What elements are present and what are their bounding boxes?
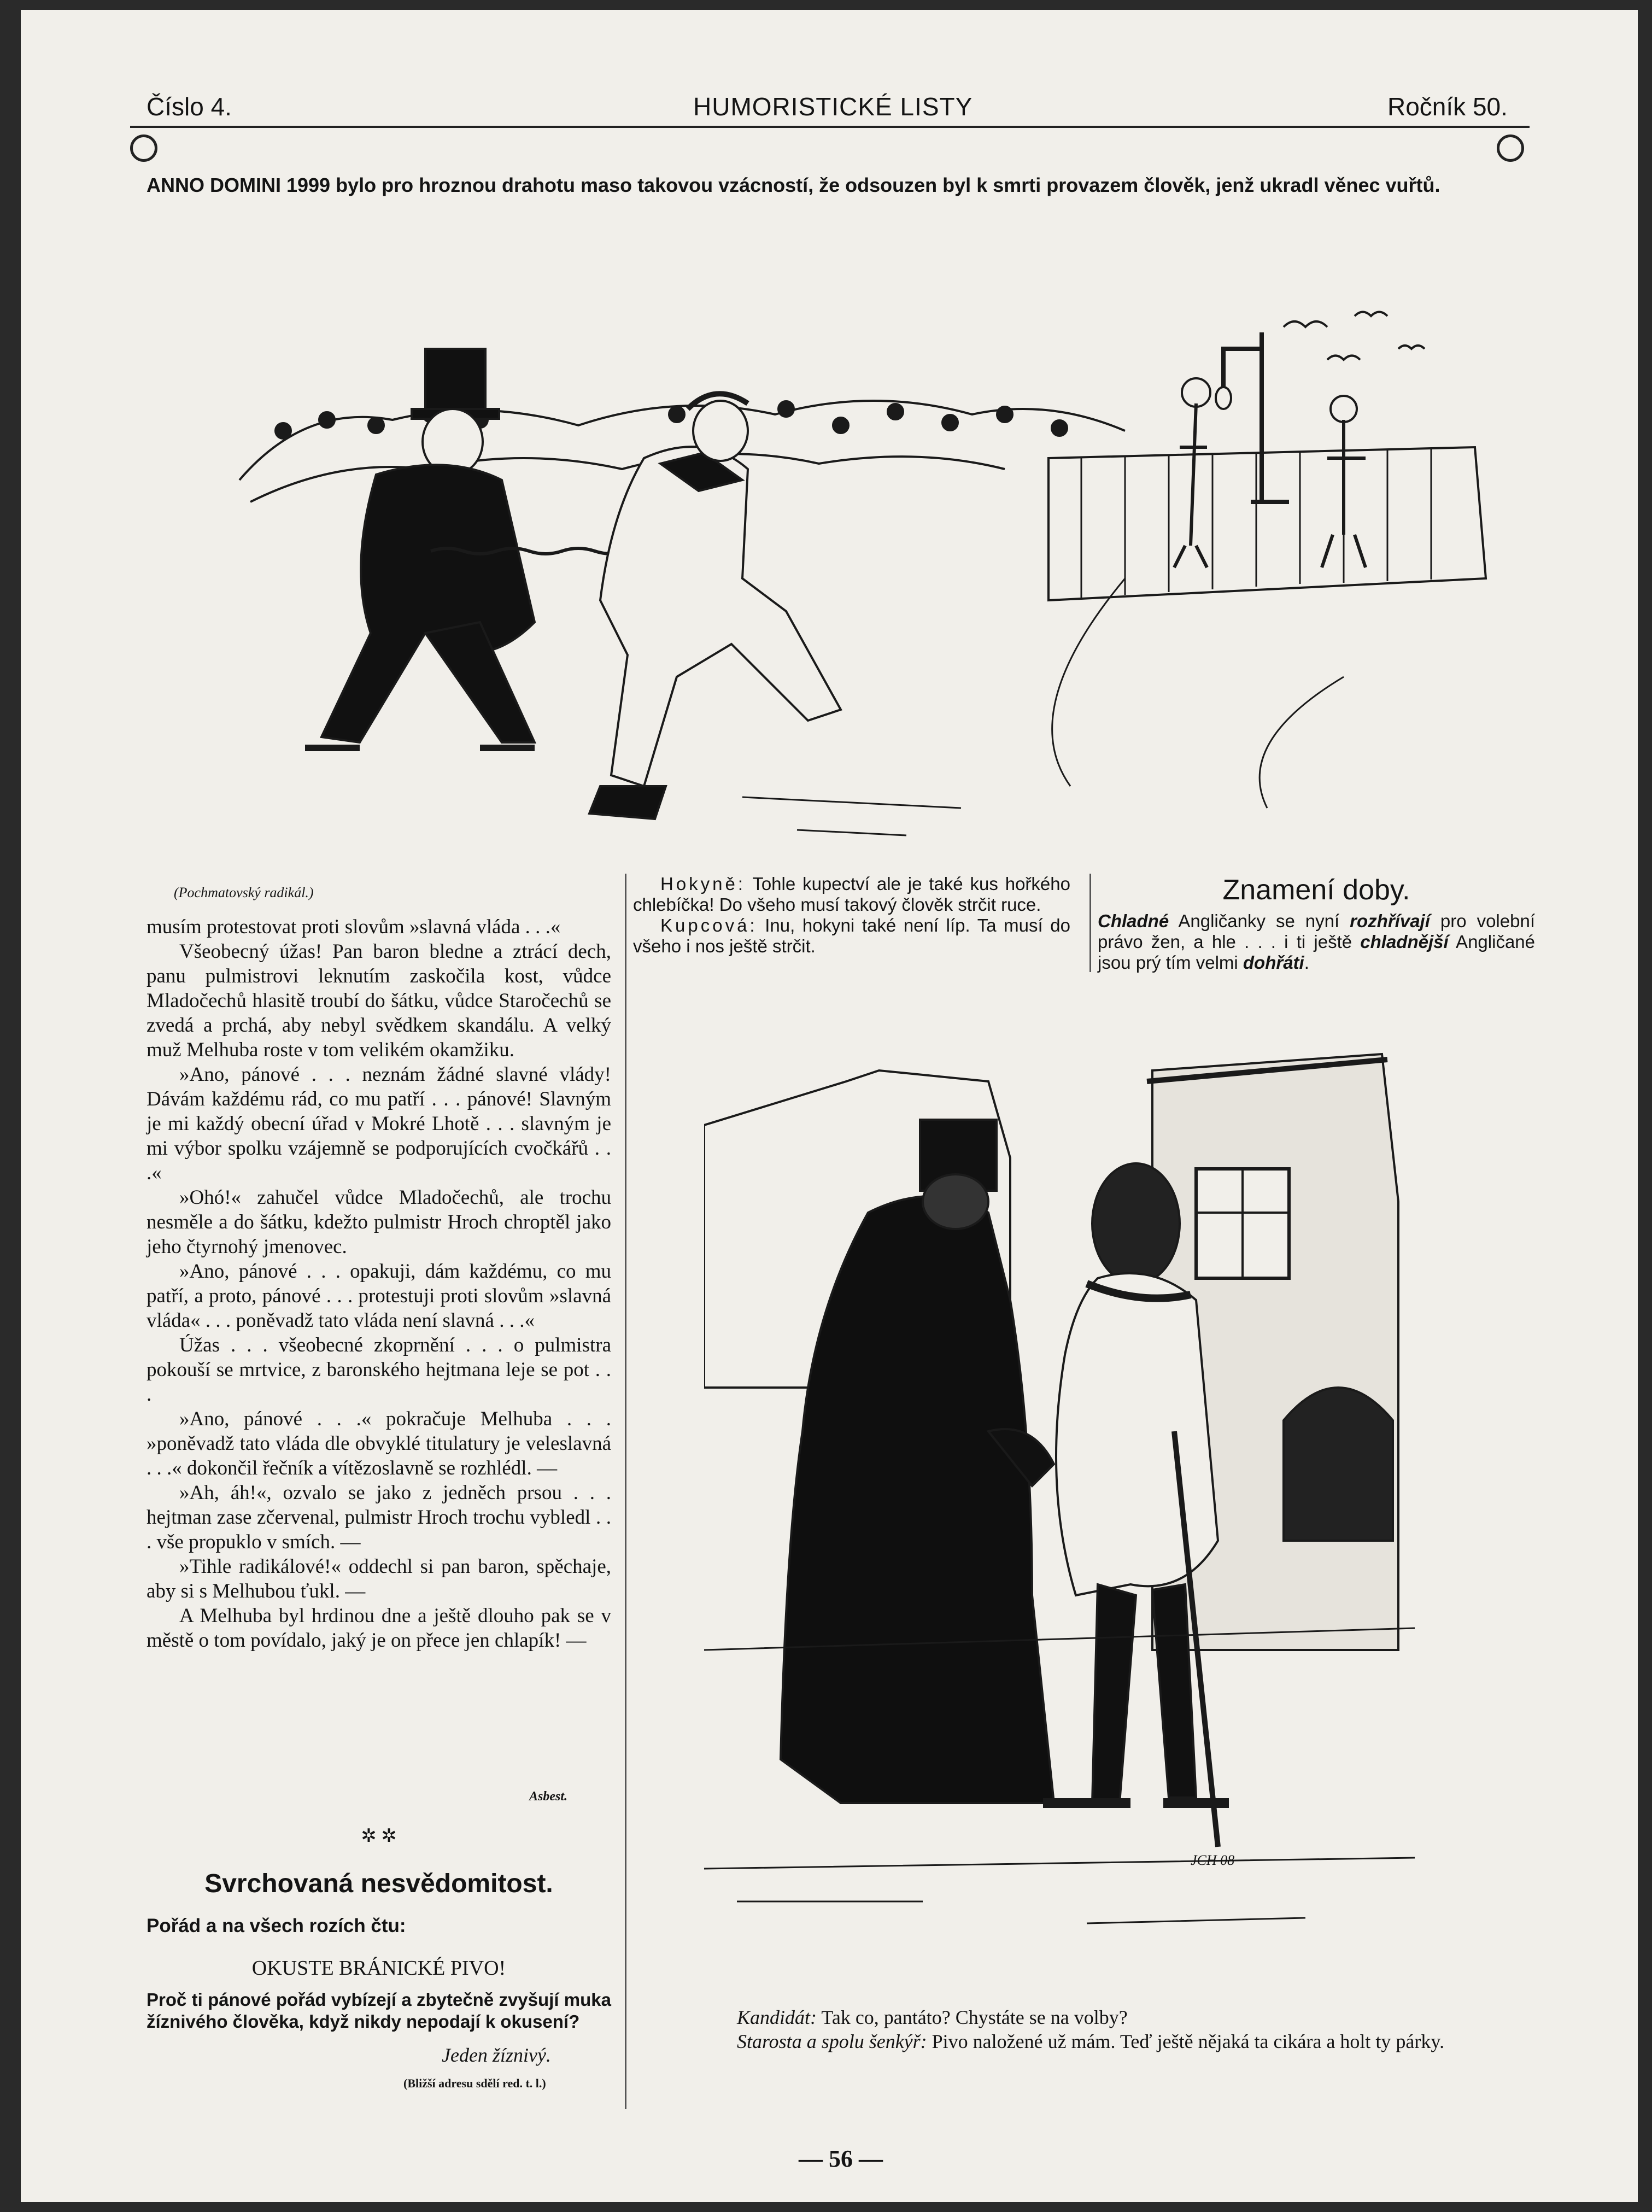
volume-number: Ročník 50. — [1387, 92, 1508, 121]
story-paragraph: Úžas . . . všeobecné zkoprnění . . . o pulmistra pokouší se mrtvice, z baronského hejtmana leje se pot . . . — [147, 1334, 611, 1406]
caption-line: Pivo naložené už mám. Teď ještě nějaká ta cikára a holt ty párky. — [927, 2030, 1445, 2052]
column-divider-right — [1089, 874, 1091, 972]
issue-number: Číslo 4. — [147, 92, 232, 121]
page-number: — 56 — — [799, 2145, 883, 2172]
story-paragraph: »Tihle radikálové!« oddechl si pan baron, spěchaje, aby si s Melhubou ťukl. — — [147, 1555, 611, 1602]
right-emphasis: dohřáti — [1243, 952, 1304, 973]
story-paragraph: »Ah, áh!«, ozvalo se jako z jedněch prsou . . . hejtman zase zčervenal, pulmistr Hroch trochu vybledl . . . vše propuklo v smích. — — [147, 1482, 611, 1553]
top-caption: ANNO DOMINI 1999 bylo pro hroznou drahotu maso takovou vzácností, že odsouzen byl k smrti provazem člověk, jenž ukradl věnec vuřtů. — [147, 174, 1440, 196]
dialogue-line: Tohle kupectví ale je také kus hořkého chlebíčka! Do všeho musí takový člověk strčit ruce. — [633, 874, 1070, 915]
story-paragraph: musím protestovat proti slovům »slavná vláda . . .« — [147, 916, 561, 938]
right-title: Znamení doby. — [1222, 874, 1410, 906]
editor-note: (Bližší adresu sdělí red. t. l.) — [403, 2076, 546, 2090]
corner-ornament-left — [130, 134, 157, 162]
masthead-title: HUMORISTICKÉ LISTY — [693, 92, 973, 121]
top-illustration — [196, 294, 1551, 863]
story-paragraph: »Ohó!« zahučel vůdce Mladočechů, ale trochu nesměle a do šátku, kdežto pulmistr Hroch chroptěl jako jeho čtyrnohý jmenovec. — [147, 1186, 611, 1258]
right-emphasis: chladnější — [1360, 932, 1449, 952]
section-title: Svrchovaná nesvědomitost. — [204, 1869, 553, 1898]
beer-slogan: OKUSTE BRÁNICKÉ PIVO! — [251, 1957, 506, 1980]
right-fragment: Angličané jsou prý tím velmi — [1098, 932, 1535, 973]
section-body: Proč ti pánové pořád vybízejí a zbytečně zvyšují muka žíznivého člověka, když nikdy nepodají k okusení? — [147, 1989, 611, 2032]
dialogue-speaker: Hokyně: — [660, 874, 746, 894]
section-separator: ✲ ✲ — [361, 1826, 397, 1846]
dialogue-text — [633, 874, 1070, 957]
story-paragraph: Všeobecný úžas! Pan baron bledne a ztrácí dech, panu pulmistrovi leknutím zaskočila kost, vůdce Mladočechů hlasitě troubí do šátku, vůdce Staročechů se zvedá a prchá, aby nebyl svědkem skandálu. A velký muž Melhuba roste v tom velikém okamžiku. — [147, 940, 611, 1061]
story-paragraph: A Melhuba byl hrdinou dne a ještě dlouho pak se v městě o tom povídalo, jaký je on přece jen chlapík! — — [147, 1605, 611, 1652]
header-rule — [130, 126, 1530, 128]
bottom-caption — [704, 2005, 1513, 2053]
caption-line: Tak co, pantáto? Chystáte se na volby? — [817, 2006, 1128, 2028]
story-text — [147, 915, 611, 1653]
section-intro: Pořád a na všech rozích čtu: — [147, 1915, 406, 1936]
story-paragraph: »Ano, pánové . . . neznám žádné slavné vlády! Dávám každému rád, co mu patří . . . pánové! Slavným je mi každý obecní úřad v Mokré Lhotě . . . slavným je mi výbor spolku vzájemně se podporujících cvočkářů . . .« — [147, 1063, 611, 1184]
right-fragment: . — [1304, 952, 1309, 973]
illustration-signature: JCH 08 — [1191, 1852, 1235, 1868]
section-signature: Jeden žíznivý. — [442, 2044, 551, 2066]
caption-speaker: Kandidát: — [737, 2006, 817, 2028]
right-emphasis: rozhřívají — [1350, 911, 1430, 931]
column-divider — [625, 874, 626, 2109]
story-author: Asbest. — [529, 1789, 568, 1804]
bottom-illustration — [704, 1049, 1415, 2000]
right-text — [1098, 911, 1535, 973]
dialogue-speaker: Kupcová: — [660, 915, 758, 935]
illustration-credit: (Pochmatovský radikál.) — [174, 885, 314, 900]
corner-ornament-right — [1497, 134, 1524, 162]
right-fragment: pro volební právo žen, a hle . . . i ti ještě — [1098, 911, 1535, 952]
right-fragment: Angličanky se nyní — [1169, 911, 1350, 931]
right-emphasis: Chladné — [1098, 911, 1169, 931]
story-paragraph: »Ano, pánové . . . opakuji, dám každému, co mu patří, a proto, pánové . . . protestuji proti slovům »slavná vláda« . . . poněvadž tato vláda není slavná . . .« — [147, 1260, 611, 1332]
story-paragraph: »Ano, pánové . . .« pokračuje Melhuba . . . »poněvadž tato vláda dle obvyklé titulatury je veleslavná . . .« dokončil řečník a vítězoslavně se rozhlédl. — — [147, 1408, 611, 1479]
dialogue-line: Inu, hokyni také není líp. Ta musí do všeho i nos ještě strčit. — [633, 915, 1070, 956]
caption-speaker: Starosta a spolu šenkýř: — [737, 2030, 927, 2052]
newspaper-page — [21, 10, 1638, 2202]
